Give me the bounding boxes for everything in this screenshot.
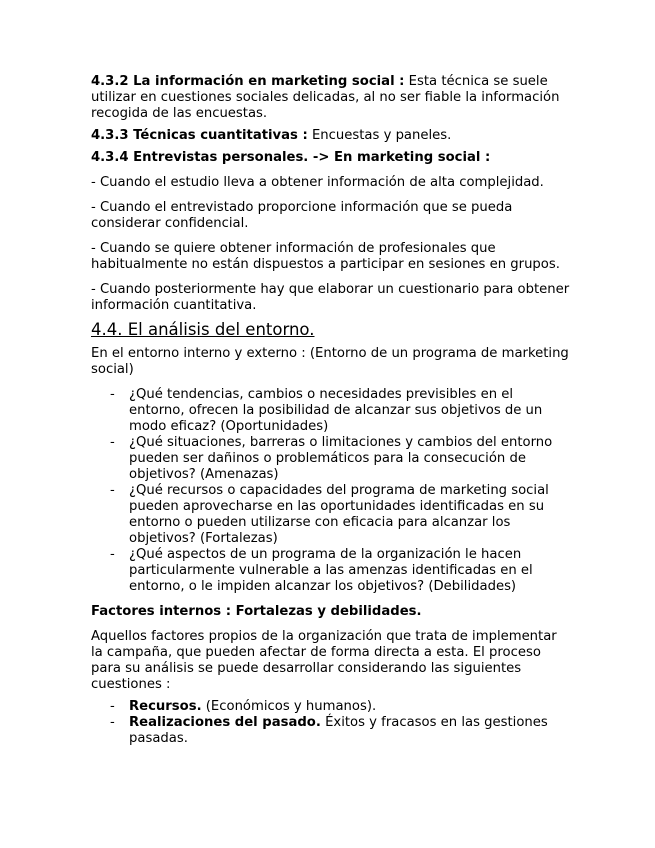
dash-bullet: - <box>110 547 115 562</box>
list-item-text: ¿Qué tendencias, cambios o necesidades previsibles en el entorno, ofrecen la posibilidad de alcanzar sus objetivos de un modo eficaz? (Oportunidades) <box>129 387 543 434</box>
dash-bullet: - <box>110 715 115 730</box>
list-item <box>91 435 571 483</box>
list-item <box>91 715 571 747</box>
environment-questions-list <box>91 387 571 595</box>
list-item-text: Éxitos y fracasos en las gestiones pasadas. <box>129 715 548 746</box>
list-item-text: ¿Qué recursos o capacidades del programa de marketing social pueden aprovecharse en las oportunidades identificadas en su entorno o pueden utilizarse con eficacia para alcanzar los objetivos? (Fortalezas) <box>129 483 549 546</box>
dash-bullet: - <box>110 435 115 450</box>
interview-case: - Cuando se quiere obtener información de profesionales que habitualmente no están dispuestos a participar en sesiones en grupos. <box>91 241 560 272</box>
section-4-3-2-text: Esta técnica se suele utilizar en cuestiones sociales delicadas, al no ser fiable la información recogida de las encuestas. <box>91 74 560 121</box>
interview-case: - Cuando el estudio lleva a obtener información de alta complejidad. <box>91 175 544 190</box>
section-4-3-3 <box>91 128 571 144</box>
internal-factors-text: Aquellos factores propios de la organización que trata de implementar la campaña, que pueden afectar de forma directa a esta. El proceso para su análisis se puede desarrollar considerando las siguientes cuestiones : <box>91 629 557 692</box>
list-item-bold: Realizaciones del pasado. <box>129 715 321 730</box>
internal-factors-list <box>91 699 571 747</box>
list-item <box>91 483 571 547</box>
list-item-text: (Económicos y humanos). <box>201 699 377 714</box>
section-4-4-heading: 4.4. El análisis del entorno. <box>91 320 315 339</box>
list-item <box>91 699 571 715</box>
section-4-3-4-heading: 4.3.4 Entrevistas personales. -> En marketing social : <box>91 150 491 165</box>
list-item-text: ¿Qué aspectos de un programa de la organización le hacen particularmente vulnerable a las amenzas identificadas en el entorno, o le impiden alcanzar los objetivos? (Debilidades) <box>129 547 533 594</box>
internal-factors-heading: Factores internos : Fortalezas y debilidades. <box>91 604 422 619</box>
list-item-text: ¿Qué situaciones, barreras o limitaciones y cambios del entorno pueden ser dañinos o problemáticos para la consecución de objetivos? (Amenazas) <box>129 435 553 482</box>
section-4-3-3-text: Encuestas y paneles. <box>311 128 452 143</box>
list-item <box>91 387 571 435</box>
dash-bullet: - <box>110 387 115 402</box>
interview-case: - Cuando el entrevistado proporcione información que se pueda considerar confidencial. <box>91 200 513 231</box>
section-4-3-2-heading: 4.3.2 La información en marketing social : <box>91 74 405 89</box>
interview-case: - Cuando posteriormente hay que elaborar un cuestionario para obtener información cuantitativa. <box>91 282 570 313</box>
section-4-4-intro: En el entorno interno y externo : (Entorno de un programa de marketing social) <box>91 346 569 377</box>
document-body <box>91 74 571 747</box>
dash-bullet: - <box>110 699 115 714</box>
section-4-3-2 <box>91 74 571 122</box>
list-item <box>91 547 571 595</box>
section-4-3-3-heading: 4.3.3 Técnicas cuantitativas : <box>91 128 308 143</box>
list-item-bold: Recursos. <box>129 699 202 714</box>
dash-bullet: - <box>110 483 115 498</box>
